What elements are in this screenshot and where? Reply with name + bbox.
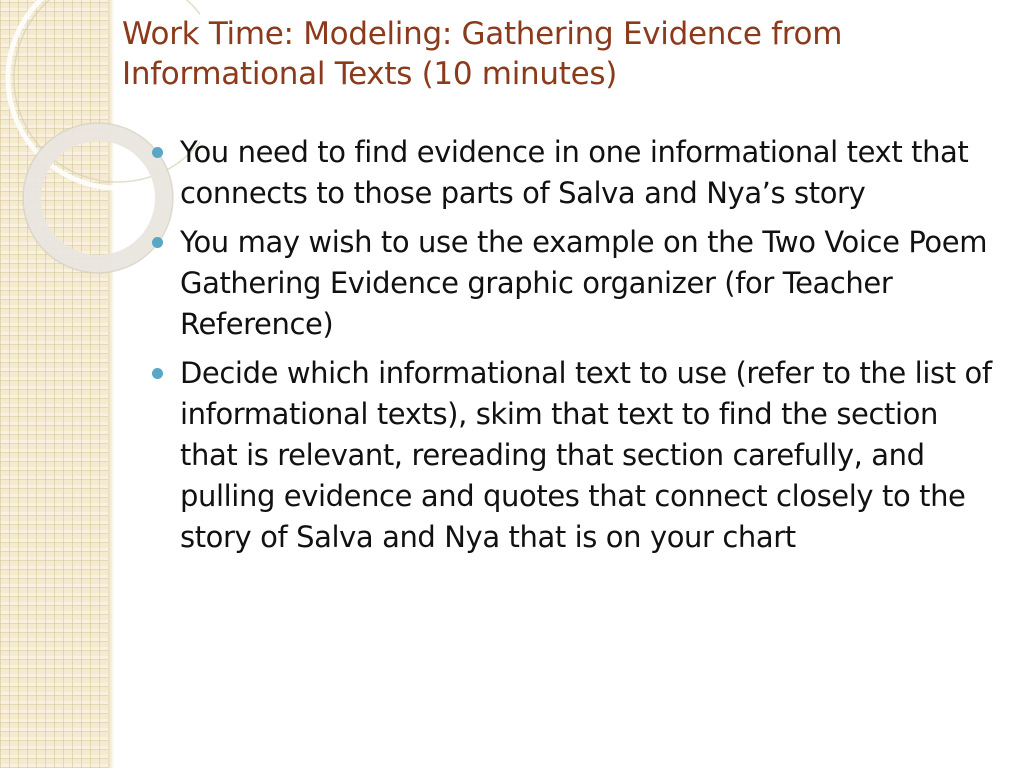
side-panel-border	[108, 0, 114, 768]
bullet-item	[152, 132, 1002, 214]
bullet-dot-icon	[152, 368, 163, 379]
bullet-dot-icon	[152, 237, 163, 248]
bullet-list	[152, 132, 1002, 566]
bullet-text: Decide which informational text to use (refer to the list of informational texts), skim that text to find the section that is relevant, rereading that section carefully, and pulling evidence and quotes that connect closely to the story of Salva and Nya that is on your chart	[180, 356, 992, 554]
slide-title: Work Time: Modeling: Gathering Evidence from Informational Texts (10 minutes)	[122, 16, 843, 92]
bullet-dot-icon	[152, 147, 163, 158]
bullet-text: You need to find evidence in one informational text that connects to those parts of Salva and Nya’s story	[180, 135, 969, 210]
bullet-item	[152, 222, 1002, 345]
bullet-item	[152, 353, 1002, 558]
decorative-side-panel	[0, 0, 110, 768]
bullet-text: You may wish to use the example on the Two Voice Poem Gathering Evidence graphic organizer (for Teacher Reference)	[180, 225, 988, 341]
